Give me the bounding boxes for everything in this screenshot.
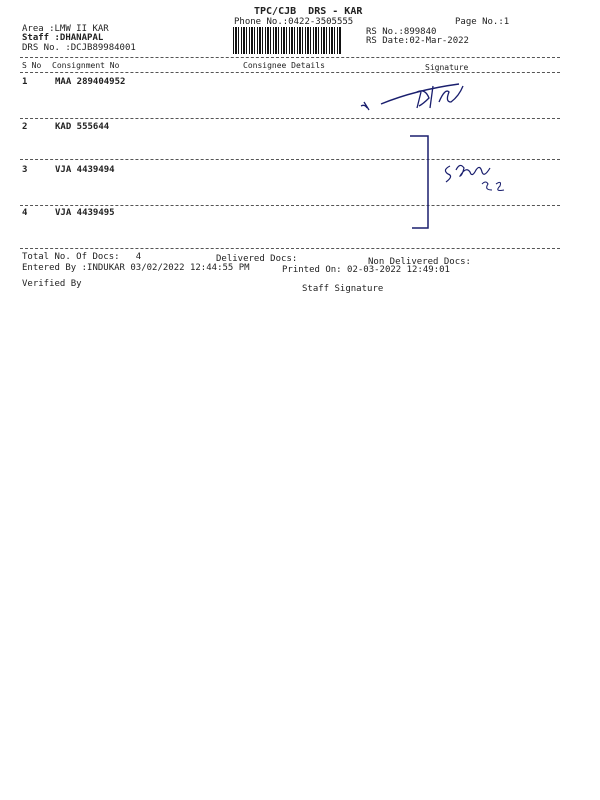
verified-by: Verified By bbox=[22, 279, 82, 289]
printed-on: Printed On: 02-03-2022 12:49:01 bbox=[282, 265, 450, 275]
row-consignment: VJA 4439494 bbox=[55, 165, 115, 175]
row-sno: 3 bbox=[22, 165, 28, 175]
column-header-consignee: Consignee Details bbox=[243, 61, 325, 70]
barcode bbox=[233, 27, 341, 54]
non-delivered-docs: Non Delivered Docs: bbox=[368, 257, 471, 267]
staff-signature: Staff Signature bbox=[302, 284, 384, 294]
page-number: Page No.:1 bbox=[455, 17, 510, 27]
row-sno: 2 bbox=[22, 122, 28, 132]
rs-date: RS Date:02-Mar-2022 bbox=[366, 36, 469, 46]
column-header-consignment: Consignment No bbox=[52, 61, 120, 70]
phone-number: Phone No.:0422-3505555 bbox=[234, 17, 354, 27]
row-sno: 1 bbox=[22, 77, 28, 87]
delivered-docs: Delivered Docs: bbox=[216, 254, 298, 264]
drs-number: DRS No. :DCJB89984001 bbox=[22, 43, 136, 53]
rs-number: RS No.:899840 bbox=[366, 27, 437, 37]
row-sno: 4 bbox=[22, 208, 28, 218]
row-consignment: VJA 4439495 bbox=[55, 208, 115, 218]
divider bbox=[20, 118, 560, 119]
handwritten-signature bbox=[355, 80, 475, 120]
total-docs: Total No. Of Docs: 4 bbox=[22, 252, 142, 262]
area-label: Area :LMW II KAR bbox=[22, 24, 109, 34]
row-consignment: KAD 555644 bbox=[55, 122, 110, 132]
divider bbox=[20, 248, 560, 249]
handwritten-bracket bbox=[408, 132, 518, 232]
staff-label: Staff :DHANAPAL bbox=[22, 33, 104, 43]
document-title: TPC/CJB DRS - KAR bbox=[254, 6, 363, 17]
column-header-sno: S No bbox=[22, 61, 42, 70]
divider bbox=[20, 57, 560, 58]
divider bbox=[20, 72, 560, 73]
column-header-signature: Signature bbox=[425, 63, 469, 72]
entered-by: Entered By :INDUKAR 03/02/2022 12:44:55 PM bbox=[22, 263, 250, 273]
row-consignment: MAA 289404952 bbox=[55, 77, 126, 87]
